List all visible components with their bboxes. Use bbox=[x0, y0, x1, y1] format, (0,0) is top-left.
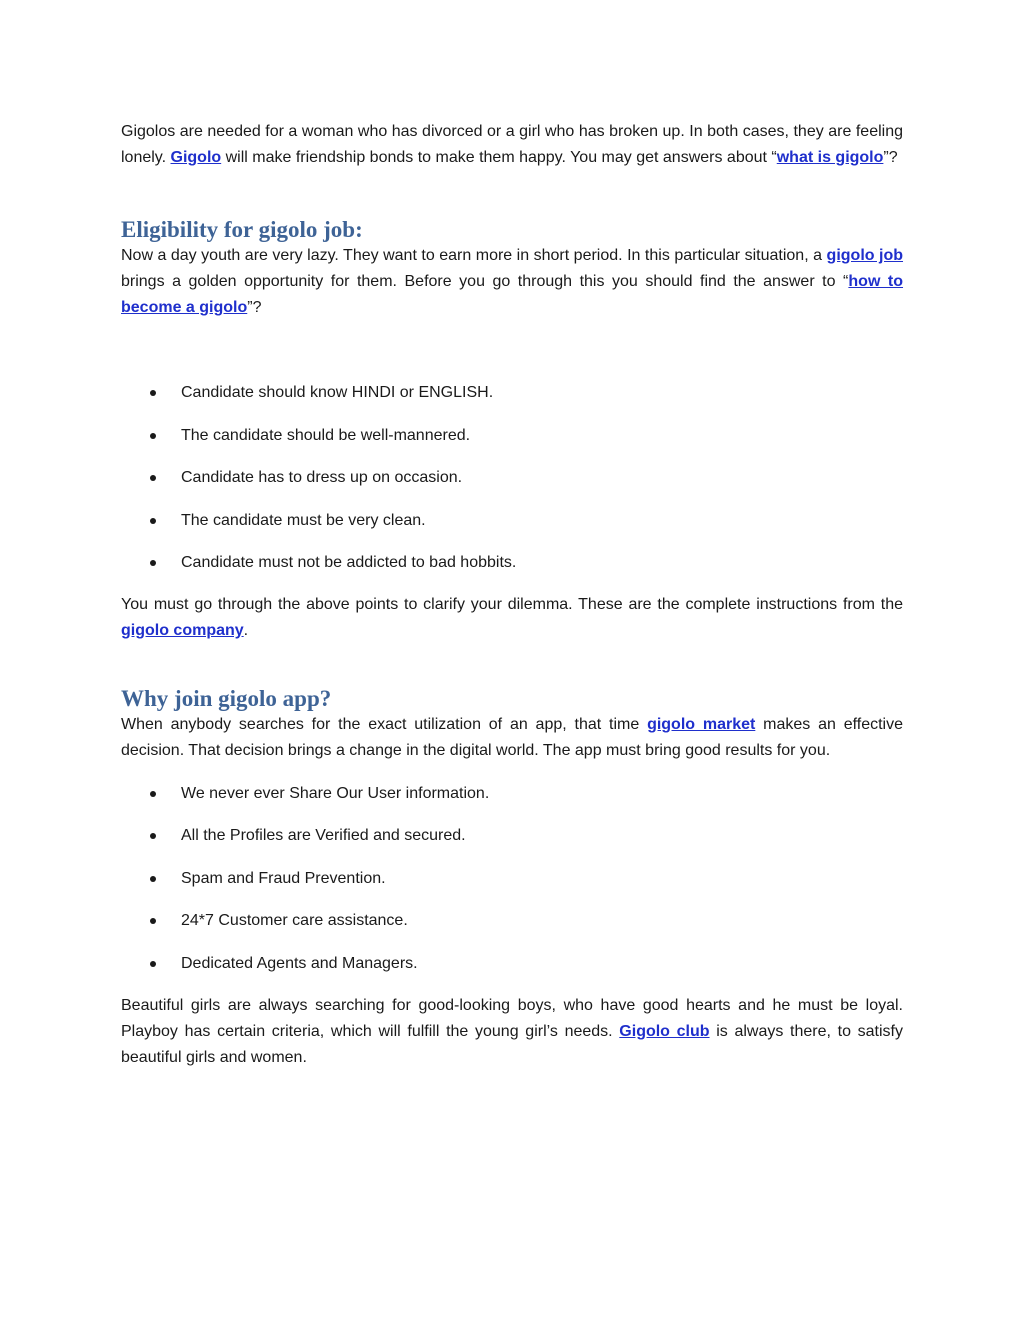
intro-text: Gigolos are needed for a woman who has divorced or a girl who has broken up. In both cases, they are feeling lonely. bbox=[121, 123, 903, 166]
gigolo-club-link[interactable]: Gigolo club bbox=[619, 1022, 710, 1040]
list-item: 24*7 Customer care assistance. bbox=[121, 908, 903, 934]
closing-paragraph bbox=[121, 993, 903, 1071]
gigolo-link[interactable]: Gigolo bbox=[170, 149, 222, 166]
list-item: Candidate should know HINDI or ENGLISH. bbox=[121, 380, 903, 406]
what-is-gigolo-link[interactable]: what is gigolo bbox=[776, 149, 884, 166]
why-join-text: makes an effective decision. That decision brings a change in the digital world. The app must bring good results for you. bbox=[121, 716, 904, 759]
list-item: Spam and Fraud Prevention. bbox=[121, 866, 903, 892]
features-list bbox=[121, 781, 903, 977]
instructions-paragraph bbox=[121, 592, 903, 644]
intro-text: ”? bbox=[883, 149, 898, 166]
list-item: The candidate must be very clean. bbox=[121, 508, 903, 534]
why-join-heading: Why join gigolo app? bbox=[121, 686, 332, 711]
instructions-text: You must go through the above points to clarify your dilemma. These are the complete instructions from the bbox=[121, 596, 903, 613]
eligibility-paragraph bbox=[121, 243, 903, 321]
list-item: We never ever Share Our User information. bbox=[121, 781, 903, 807]
list-item: The candidate should be well-mannered. bbox=[121, 423, 903, 449]
eligibility-text: Now a day youth are very lazy. They want to earn more in short period. In this particular situation, a bbox=[121, 247, 827, 264]
intro-text: will make friendship bonds to make them happy. You may get answers about “ bbox=[221, 149, 777, 166]
how-to-become-gigolo-link[interactable]: how to become a gigolo bbox=[121, 273, 904, 316]
closing-text: is always there, to satisfy beautiful girls and women. bbox=[121, 1022, 903, 1066]
closing-text: Beautiful girls are always searching for good-looking boys, who have good hearts and he must be loyal. Playboy has certain criteria, which will fulfill the young girl’s needs. bbox=[121, 996, 903, 1040]
list-item: Candidate must not be addicted to bad hobbits. bbox=[121, 550, 903, 576]
gigolo-company-link[interactable]: gigolo company bbox=[121, 622, 244, 639]
eligibility-heading: Eligibility for gigolo job: bbox=[121, 217, 363, 242]
gigolo-market-link[interactable]: gigolo market bbox=[647, 716, 756, 733]
list-item: Candidate has to dress up on occasion. bbox=[121, 465, 903, 491]
why-join-paragraph bbox=[121, 712, 903, 764]
instructions-text: . bbox=[243, 622, 249, 639]
list-item: Dedicated Agents and Managers. bbox=[121, 951, 903, 977]
why-join-text: When anybody searches for the exact utilization of an app, that time bbox=[121, 716, 648, 733]
list-item: All the Profiles are Verified and secured. bbox=[121, 823, 903, 849]
eligibility-text: ”? bbox=[247, 299, 262, 316]
document-page bbox=[121, 119, 903, 1071]
eligibility-list bbox=[121, 380, 903, 576]
eligibility-text: brings a golden opportunity for them. Before you go through this you should find the answer to “ bbox=[121, 273, 849, 290]
gigolo-job-link[interactable]: gigolo job bbox=[826, 247, 904, 264]
intro-paragraph bbox=[121, 119, 903, 171]
